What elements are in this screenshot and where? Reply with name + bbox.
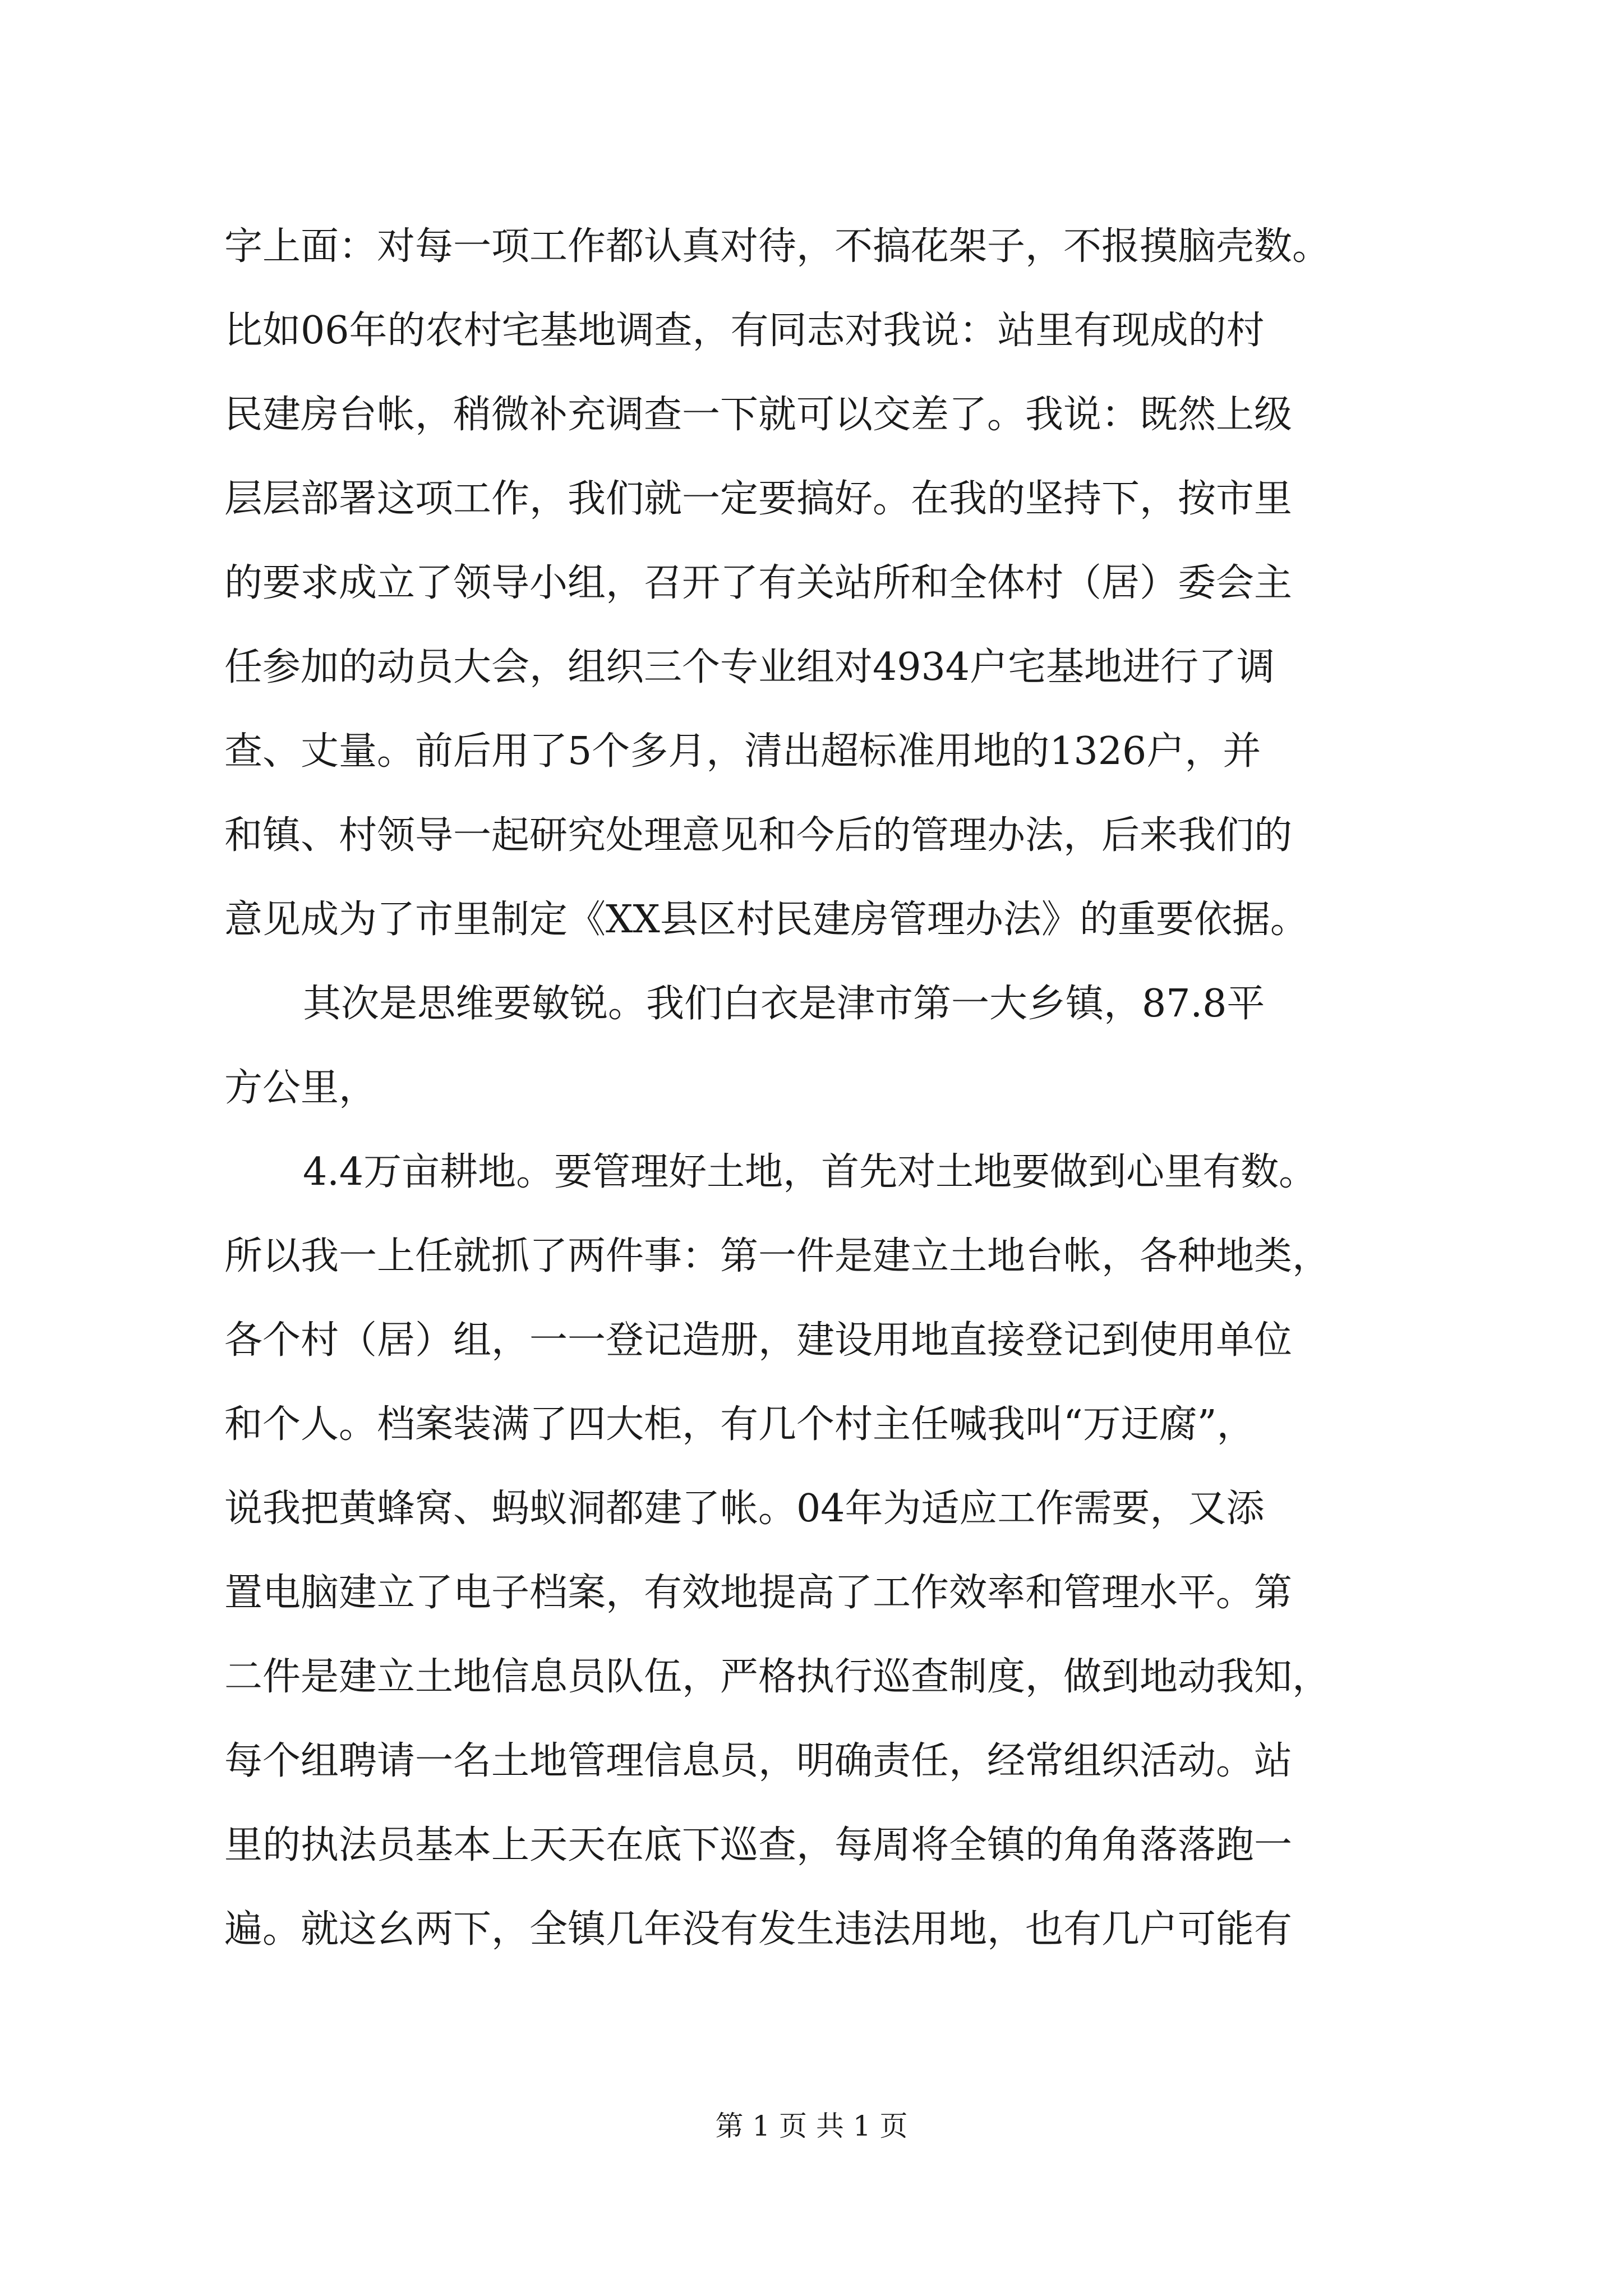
paragraph-first-line: 4.4万亩耕地。要管理好土地，首先对土地要做到心里有数。 (303, 1150, 1317, 1194)
text-line: 二件是建立土地信息员队伍，严格执行巡查制度，做到地动我知， (224, 1655, 1331, 1699)
text-line: 意见成为了市里制定《XX县区村民建房管理办法》的重要依据。 (224, 898, 1308, 942)
text-line: 比如06年的农村宅基地调查，有同志对我说：站里有现成的村 (224, 309, 1265, 353)
text-line: 层层部署这项工作，我们就一定要搞好。在我的坚持下，按市里 (224, 477, 1293, 521)
text-line: 方公里， (224, 1066, 377, 1110)
text-line: 遍。就这幺两下，全镇几年没有发生违法用地，也有几户可能有 (224, 1907, 1293, 1952)
text-line: 各个村（居）组，一一登记造册，建设用地直接登记到使用单位 (224, 1318, 1293, 1363)
text-line: 任参加的动员大会，组织三个专业组对4934户宅基地进行了调 (224, 645, 1275, 689)
text-line: 置电脑建立了电子档案，有效地提高了工作效率和管理水平。第 (224, 1571, 1293, 1615)
text-line: 里的执法员基本上天天在底下巡查，每周将全镇的角角落落跑一 (224, 1823, 1293, 1867)
paragraph-first-line: 其次是思维要敏锐。我们白衣是津市第一大乡镇，87.8平 (303, 982, 1265, 1026)
text-line: 民建房台帐，稍微补充调查一下就可以交差了。我说：既然上级 (224, 393, 1293, 437)
text-line: 查、丈量。前后用了5个多月，清出超标准用地的1326户，并 (224, 729, 1261, 774)
text-line: 和个人。档案装满了四大柜，有几个村主任喊我叫“万迂腐”， (224, 1402, 1255, 1447)
page-number-footer: 第 1 页 共 1 页 (715, 2110, 908, 2142)
text-line: 所以我一上任就抓了两件事：第一件是建立土地台帐，各种地类， (224, 1234, 1331, 1278)
text-line: 每个组聘请一名土地管理信息员，明确责任，经常组织活动。站 (224, 1739, 1293, 1783)
text-line: 说我把黄蜂窝、蚂蚁洞都建了帐。04年为适应工作需要，又添 (224, 1487, 1265, 1531)
text-line: 的要求成立了领导小组，召开了有关站所和全体村（居）委会主 (224, 561, 1293, 605)
text-line: 字上面：对每一项工作都认真对待，不搞花架子，不报摸脑壳数。 (224, 224, 1331, 269)
text-line: 和镇、村领导一起研究处理意见和今后的管理办法，后来我们的 (224, 813, 1293, 858)
